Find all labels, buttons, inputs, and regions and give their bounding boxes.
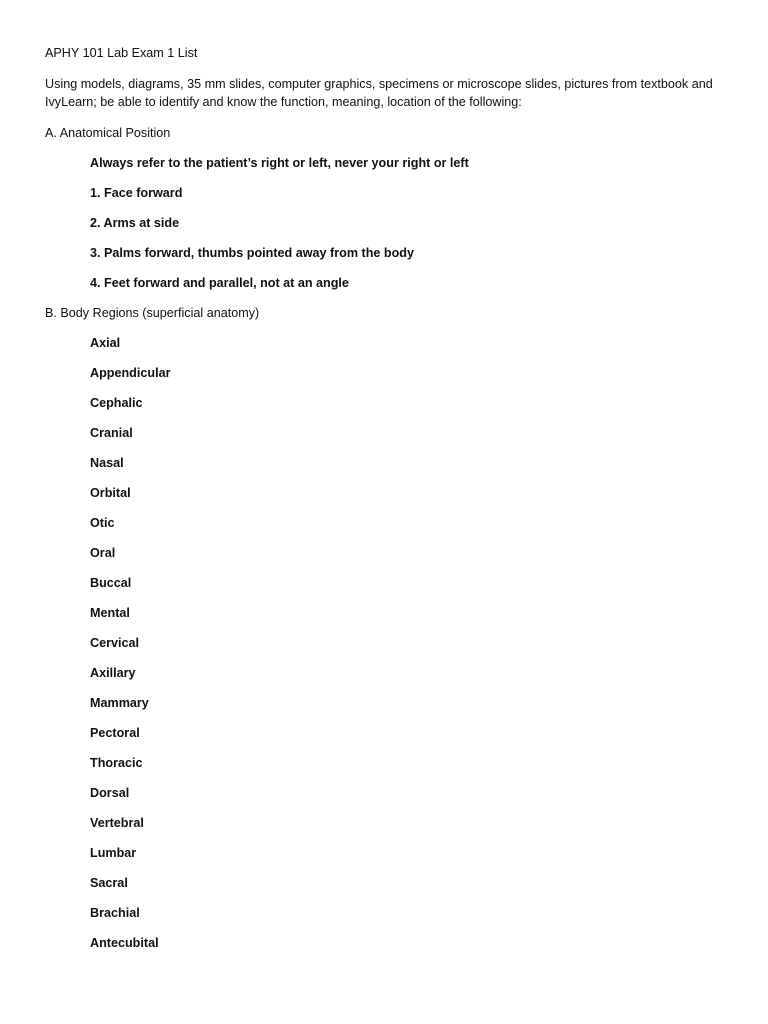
list-item: Lumbar xyxy=(90,846,137,860)
list-item: Cephalic xyxy=(90,396,143,410)
list-item: Mental xyxy=(90,606,130,620)
list-item: Orbital xyxy=(90,486,131,500)
list-item: Pectoral xyxy=(90,726,140,740)
list-item: Thoracic xyxy=(90,756,143,770)
list-item: Buccal xyxy=(90,576,132,590)
list-item: Otic xyxy=(90,516,115,530)
list-item: Axial xyxy=(90,336,121,350)
list-item: Brachial xyxy=(90,906,140,920)
list-item: Nasal xyxy=(90,456,124,470)
list-item: Cervical xyxy=(90,636,140,650)
list-item: 3. Palms forward, thumbs pointed away from the body xyxy=(90,246,414,260)
list-item: Dorsal xyxy=(90,786,130,800)
list-item: Vertebral xyxy=(90,816,144,830)
list-item: Mammary xyxy=(90,696,149,710)
list-item: 2. Arms at side xyxy=(90,216,180,230)
list-item: Cranial xyxy=(90,426,133,440)
section-heading-body-regions: B. Body Regions (superficial anatomy) xyxy=(45,306,260,320)
intro-paragraph: Using models, diagrams, 35 mm slides, computer graphics, specimens or microscope slides, pictures from textbook and IvyLearn; be able to identify and know the function, meaning, location of the following: xyxy=(45,77,713,109)
list-item: Sacral xyxy=(90,876,128,890)
list-item: Oral xyxy=(90,546,116,560)
list-item: Antecubital xyxy=(90,936,159,950)
document-title: APHY 101 Lab Exam 1 List xyxy=(45,46,198,60)
section-heading-anatomical-position: A. Anatomical Position xyxy=(45,126,171,140)
list-item: Always refer to the patient’s right or left, never your right or left xyxy=(90,156,469,170)
list-item: Axillary xyxy=(90,666,136,680)
list-item: 4. Feet forward and parallel, not at an angle xyxy=(90,276,349,290)
list-item: Appendicular xyxy=(90,366,171,380)
list-item: 1. Face forward xyxy=(90,186,183,200)
